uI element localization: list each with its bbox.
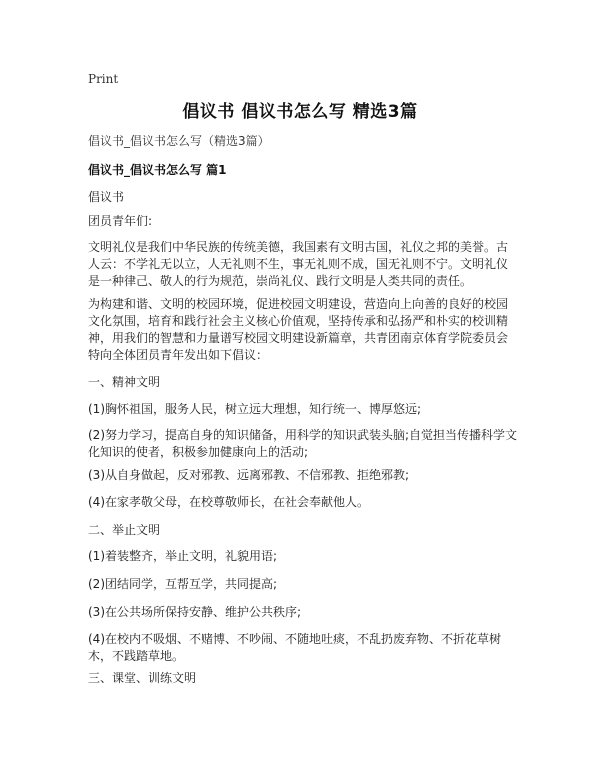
list-item: (1)着装整齐，举止文明，礼貌用语; [88, 549, 278, 563]
document-subtitle: 倡议书_倡议书怎么写（精选3篇） [88, 134, 270, 148]
list-heading: 三、课堂、训练文明 [88, 671, 197, 685]
list-item: (4)在家孝敬父母，在校尊敬师长，在社会奉献他人。 [88, 495, 370, 509]
section-heading: 倡议书_倡议书怎么写 篇1 [88, 163, 227, 177]
list-item: (2)努力学习，提高自身的知识储备，用科学的知识武装头脑;自觉担当传播科学文化知识的使者，积极参加健康向上的活动; [88, 428, 518, 459]
letter-heading: 倡议书 [88, 190, 125, 204]
list-item: (3)在公共场所保持安静、维护公共秩序; [88, 605, 302, 619]
list-item: (3)从自身做起，反对邪教、远离邪教、不信邪教、拒绝邪教; [88, 468, 410, 482]
document-title: 倡议书 倡议书怎么写 精选3篇 [182, 102, 418, 122]
list-item: (1)胸怀祖国，服务人民，树立远大理想，知行统一、博厚悠远; [88, 402, 422, 416]
list-heading: 一、精神文明 [88, 375, 161, 389]
salutation: 团员青年们: [88, 214, 153, 228]
body-paragraph: 为构建和谐、文明的校园环境，促进校园文明建设，营造向上向善的良好的校园文化氛围，培育和践行社会主义核心价值观，坚持传承和弘扬严和朴实的校训精神，用我们的智慧和力量谱写校园文明建设新篇章，共青团南京体育学院委员会特向全体团员青年发出如下倡议： [88, 297, 509, 362]
list-item: (4)在校内不吸烟、不赌博、不吵闹、不随地吐痰，不乱扔废弃物、不折花草树木，不践踏草地。 [88, 632, 502, 663]
list-heading: 二、举止文明 [88, 523, 161, 537]
body-paragraph: 文明礼仪是我们中华民族的传统美德，我国素有文明古国，礼仪之邦的美誉。古人云：不学礼无以立，人无礼则不生，事无礼则不成，国无礼则不宁。文明礼仪是一种律己、敬人的行为规范，崇尚礼仪、践行文明是人类共同的责任。 [88, 240, 509, 288]
print-link[interactable]: Print [88, 72, 119, 86]
list-item: (2)团结同学，互帮互学，共同提高; [88, 577, 278, 591]
